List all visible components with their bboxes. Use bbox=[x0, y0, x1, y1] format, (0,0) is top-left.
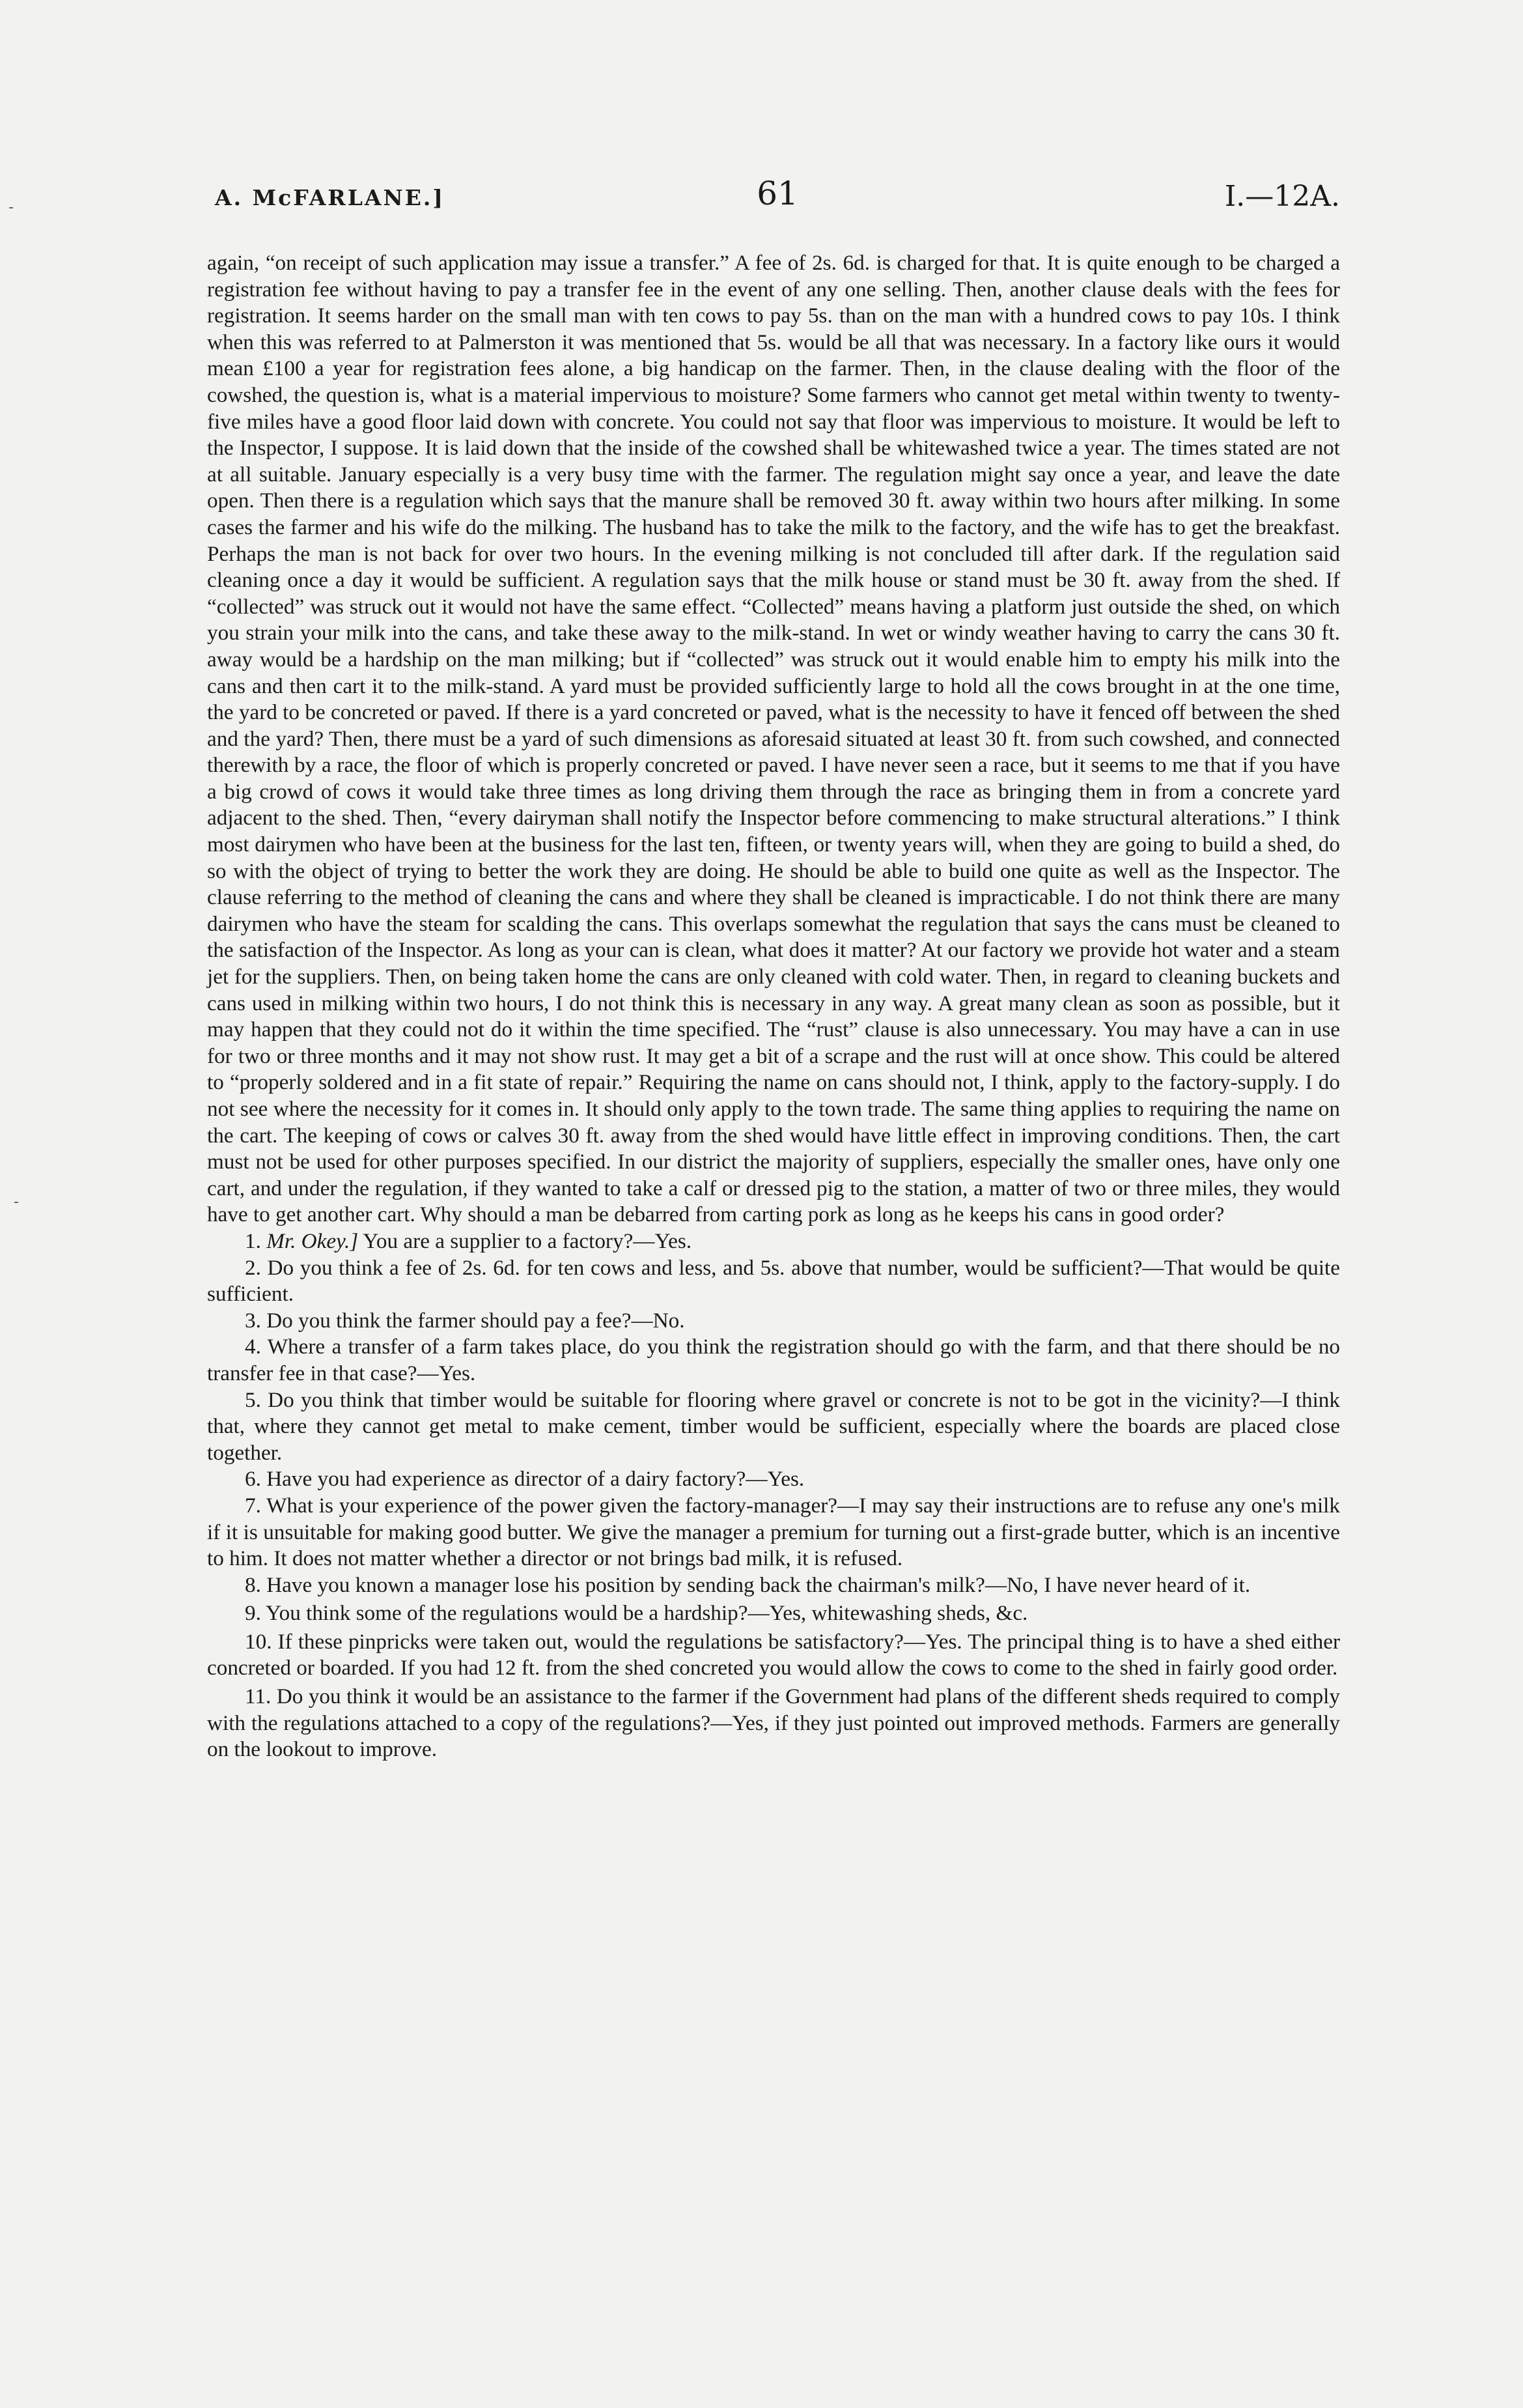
question-item: 9. You think some of the regulations would be a hardship?—Yes, whitewashing sheds, &c. bbox=[245, 1601, 1028, 1626]
question-item: 5. Do you think that timber would be suitable for flooring where gravel or concrete is not to be got in the vicinity?—I think that, where they cannot get metal to make cement, timber would be sufficient, especially where the boards are placed close together. bbox=[207, 1387, 1340, 1465]
question-item: 10. If these pinpricks were taken out, would the regulations be satisfactory?—Yes. The principal thing is to have a shed either concreted or boarded. If you had 12 ft. from the shed concreted you would allow the cows to come to the shed in fairly good order. bbox=[207, 1629, 1341, 1680]
speaker-name: Mr. Okey.] bbox=[266, 1228, 359, 1253]
page-header bbox=[215, 175, 1340, 220]
question-item: 2. Do you think a fee of 2s. 6d. for ten cows and less, and 5s. above that number, would be sufficient?—That would be quite sufficient. bbox=[207, 1255, 1341, 1307]
document-body bbox=[207, 250, 1340, 1763]
paper-reference: I.—12A. bbox=[1224, 180, 1340, 213]
scan-mark bbox=[9, 207, 13, 208]
running-head-witness: A. McFARLANE.] bbox=[215, 185, 445, 210]
question-item: 3. Do you think the farmer should pay a fee?—No. bbox=[245, 1308, 685, 1333]
question-item: 11. Do you think it would be an assistance to the farmer if the Government had plans of the different sheds required to comply with the regulations attached to a copy of the regulations?—Yes, if they just pointed out improved methods. Farmers are generally on the lookout to improve. bbox=[207, 1684, 1340, 1762]
question-item: 1. Mr. Okey.] You are a supplier to a factory?—Yes. bbox=[245, 1228, 692, 1253]
question-item: 8. Have you known a manager lose his position by sending back the chairman's milk?—No, I have never heard of it. bbox=[245, 1572, 1251, 1597]
evidence-paragraph: again, “on receipt of such application may issue a transfer.” A fee of 2s. 6d. is charged for that. It is quite enough to be charged a registration fee without having to pay a transfer fee in the event of any one selling. Then, another clause deals with the fees for registration. It seems harder on the small man with ten cows to pay 5s. than on the man with a hundred cows to pay 10s. I think when this was referred to at Palmerston it was mentioned that 5s. would be all that was necessary. In a factory like ours it would mean £100 a year for registration fees alone, a big handicap on the farmer. Then, in the clause dealing with the floor of the cowshed, the question is, what is a material impervious to moisture? Some farmers who cannot get metal within twenty to twenty-five miles have a good floor laid down with concrete. You could not say that floor was impervious to moisture. It would be left to the Inspector, I suppose. It is laid down that the inside of the cowshed shall be whitewashed twice a year. The times stated are not at all suitable. January especially is a very busy time with the farmer. The regulation might say once a year, and leave the date open. Then there is a regulation which says that the manure shall be removed 30 ft. away within two hours after milking. In some cases the farmer and his wife do the milking. The husband has to take the milk to the factory, and the wife has to get the breakfast. Perhaps the man is not back for over two hours. In the evening milking is not concluded till after dark. If the regulation said cleaning once a day it would be sufficient. A regulation says that the milk house or stand must be 30 ft. away from the shed. If “collected” was struck out it would not have the same effect. “Collected” means having a platform just outside the shed, on which you strain your milk into the cans, and take these away to the milk-stand. In wet or windy weather having to carry the cans 30 ft. away would be a hardship on the man milking; but if “collected” was struck out it would enable him to empty his milk into the cans and then cart it to the milk-stand. A yard must be provided sufficiently large to hold all the cows brought in at the one time, the yard to be concreted or paved. If there is a yard concreted or paved, what is the necessity to have it fenced off between the shed and the yard? Then, there must be a yard of such dimensions as aforesaid situated at least 30 ft. from such cowshed, and connected therewith by a race, the floor of which is properly concreted or paved. I have never seen a race, but it seems to me that if you have a big crowd of cows it would take three times as long driving them through the race as bringing them in from a concrete yard adjacent to the shed. Then, “every dairyman shall notify the Inspector before commencing to make structural alterations.” I think most dairymen who have been at the business for the last ten, fifteen, or twenty years will, when they are going to build a shed, do so with the object of trying to better the work they are doing. He should be able to build one quite as well as the Inspector. The clause referring to the method of cleaning the cans and where they shall be cleaned is impracticable. I do not think there are many dairymen who have the steam for scalding the cans. This overlaps somewhat the regulation that says the cans must be cleaned to the satisfaction of the Inspector. As long as your can is clean, what does it matter? At our factory we provide hot water and a steam jet for the suppliers. Then, on being taken home the cans are only cleaned with cold water. Then, in regard to cleaning buckets and cans used in milking within two hours, I do not think this is necessary in any way. A great many clean as soon as possible, but it may happen that they could not do it within the time specified. The “rust” clause is also unnecessary. You may have a can in use for two or three months and it may not show rust. It may get a bit of a scrape and the rust will at once show. This could be altered to “properly soldered and in a fit state of repair.” Requiring the name on cans should not, I think, apply to the factory-supply. I do not see where the necessity for it comes in. It should only apply to the town trade. The same thing applies to requiring the name on the cart. The keeping of cows or calves 30 ft. away from the shed would have little effect in improving conditions. Then, the cart must not be used for other purposes specified. In our district the majority of suppliers, especially the smaller ones, have only one cart, and under the regulation, if they wanted to take a calf or dressed pig to the station, a matter of two or three miles, they would have to get another cart. Why should a man be debarred from carting pork as long as he keeps his cans in good order? bbox=[207, 251, 1340, 1227]
question-item: 6. Have you had experience as director of a dairy factory?—Yes. bbox=[245, 1467, 805, 1492]
question-item: 4. Where a transfer of a farm takes place, do you think the registration should go with the farm, and that there should be no transfer fee in that case?—Yes. bbox=[207, 1335, 1341, 1385]
page-number: 61 bbox=[757, 175, 798, 212]
question-list bbox=[207, 1228, 1340, 1763]
question-item: 7. What is your experience of the power given the factory-manager?—I may say their instructions are to refuse any one's milk if it is unsuitable for making good butter. We give the manager a premium for turning out a first-grade butter, which is an incentive to him. It does not matter whether a director or not brings bad milk, it is refused. bbox=[207, 1493, 1340, 1571]
scan-mark bbox=[14, 1202, 18, 1203]
